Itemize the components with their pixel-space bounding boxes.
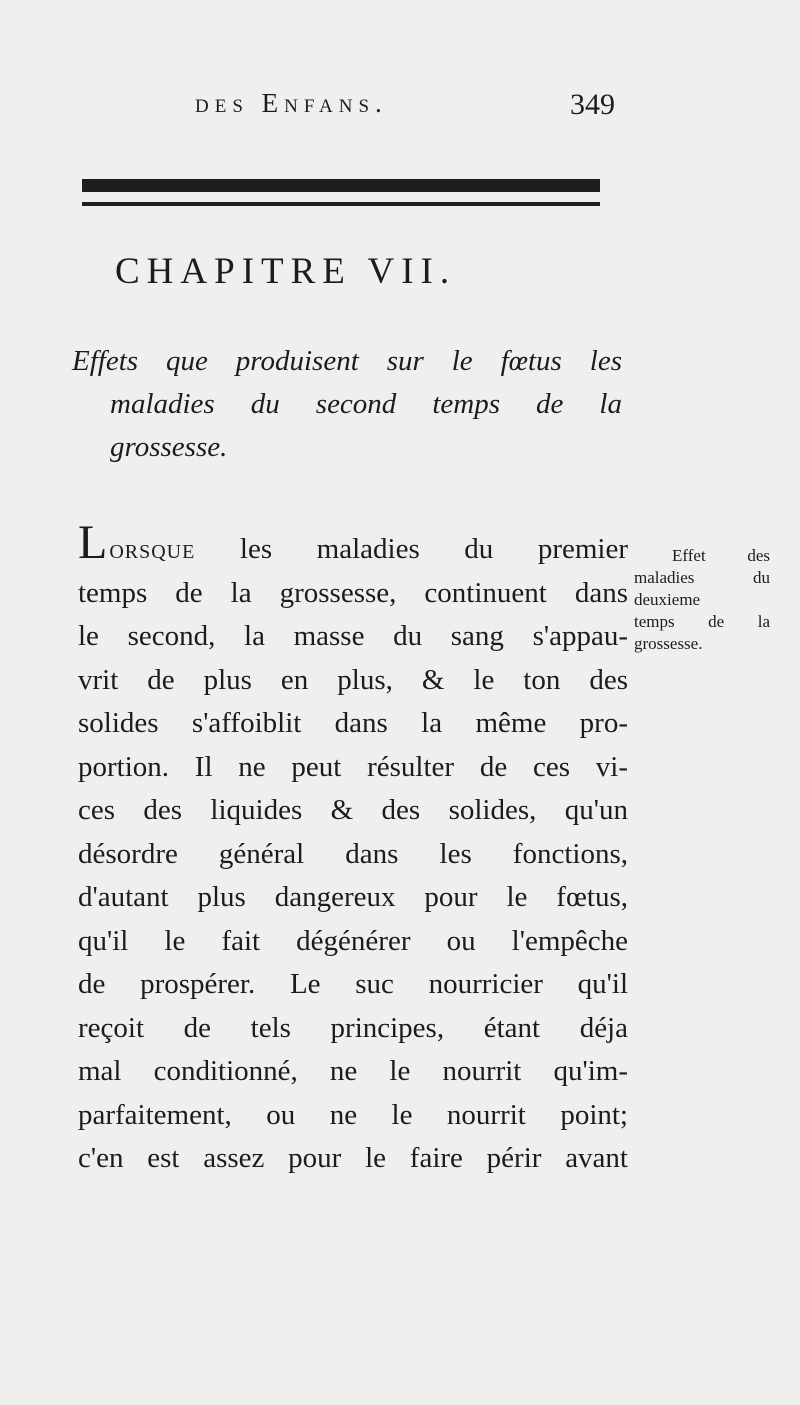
- body-line: reçoit de tels principes, étant déja: [78, 1011, 628, 1044]
- body-paragraph: [78, 516, 628, 1181]
- first-word-small-caps: orsque: [109, 533, 196, 565]
- margin-note: [634, 545, 770, 655]
- body-line: c'en est assez pour le faire périr avant: [78, 1142, 628, 1174]
- header-rule-thick: [82, 179, 600, 192]
- drop-cap: L: [78, 516, 108, 569]
- body-line: ces des liquides & des solides, qu'un: [78, 794, 628, 826]
- body-line: portion. Il ne peut résulter de ces vi-: [78, 750, 628, 783]
- first-line-text: les maladies du premier: [195, 533, 628, 565]
- subtitle-line: maladies du second temps de la: [110, 388, 622, 420]
- header-rule-thin: [82, 202, 600, 206]
- body-line: parfaitement, ou ne le nourrit point;: [78, 1098, 628, 1131]
- margin-note-line: temps de la: [634, 612, 770, 631]
- margin-note-line: Effet des: [672, 546, 770, 565]
- body-line-first: [78, 516, 628, 572]
- body-line: vrit de plus en plus, & le ton des: [78, 663, 628, 696]
- body-line: de prospérer. Le suc nourricier qu'il: [78, 968, 628, 1000]
- margin-note-line: deuxieme: [634, 590, 701, 609]
- margin-note-line: maladies du: [634, 568, 770, 587]
- chapter-subtitle: [72, 340, 622, 469]
- margin-note-line: grossesse.: [634, 634, 703, 653]
- chapter-title: CHAPITRE VII.: [115, 251, 457, 292]
- body-line: qu'il le fait dégénérer ou l'empêche: [78, 924, 628, 957]
- body-line: mal conditionné, ne le nourrit qu'im-: [78, 1055, 628, 1087]
- running-head: [195, 88, 615, 128]
- page-number: 349: [570, 88, 615, 121]
- body-line: solides s'affoiblit dans la même pro-: [78, 707, 628, 739]
- body-line: le second, la masse du sang s'appau-: [78, 620, 628, 652]
- subtitle-line: grossesse.: [110, 431, 228, 463]
- body-line: d'autant plus dangereux pour le fœtus,: [78, 881, 628, 913]
- running-title: des Enfans.: [195, 88, 388, 118]
- body-line: désordre général dans les fonctions,: [78, 837, 628, 870]
- subtitle-line: Effets que produisent sur le fœtus les: [72, 345, 622, 377]
- body-line: temps de la grossesse, continuent dans: [78, 576, 628, 609]
